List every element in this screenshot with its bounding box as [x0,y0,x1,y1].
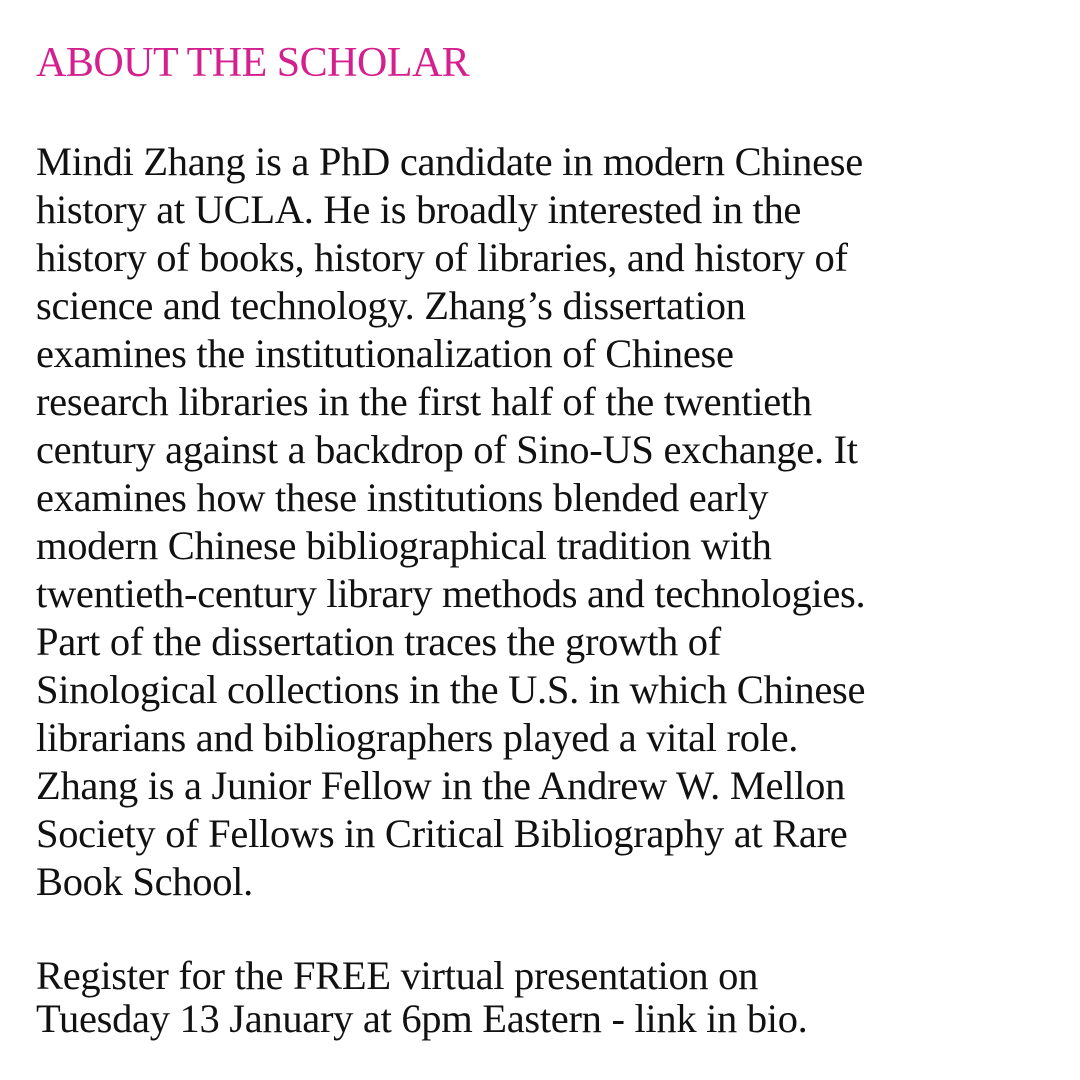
bio-line: Zhang is a Junior Fellow in the Andrew W. Mellon [36,763,846,808]
bio-line: modern Chinese bibliographical tradition with [36,523,772,568]
bio-line: history at UCLA. He is broadly interested in the [36,187,802,232]
cta-line: Tuesday 13 January at 6pm Eastern - link in bio. [36,996,808,1041]
bio-line: examines how these institutions blended early [36,475,769,520]
bio-line: Society of Fellows in Critical Bibliography at Rare [36,811,848,856]
section-heading: ABOUT THE SCHOLAR [36,40,470,86]
bio-line: research libraries in the first half of the twentieth [36,379,812,424]
scholar-info-panel [36,38,1056,1040]
bio-line: Sinological collections in the U.S. in which Chinese [36,667,866,712]
bio-line: century against a backdrop of Sino-US exchange. It [36,427,858,472]
scholar-bio [36,138,1056,906]
bio-line: examines the institutionalization of Chinese [36,331,734,376]
bio-line: twentieth-century library methods and technologies. [36,571,866,616]
bio-line: science and technology. Zhang’s dissertation [36,283,746,328]
registration-callout [36,954,1056,1040]
bio-line: Book School. [36,859,253,904]
bio-line: librarians and bibliographers played a vital role. [36,715,799,760]
cta-line: Register for the FREE virtual presentation on [36,953,759,998]
bio-line: history of books, history of libraries, and history of [36,235,848,280]
bio-line: Mindi Zhang is a PhD candidate in modern Chinese [36,139,863,184]
bio-line: Part of the dissertation traces the growth of [36,619,721,664]
